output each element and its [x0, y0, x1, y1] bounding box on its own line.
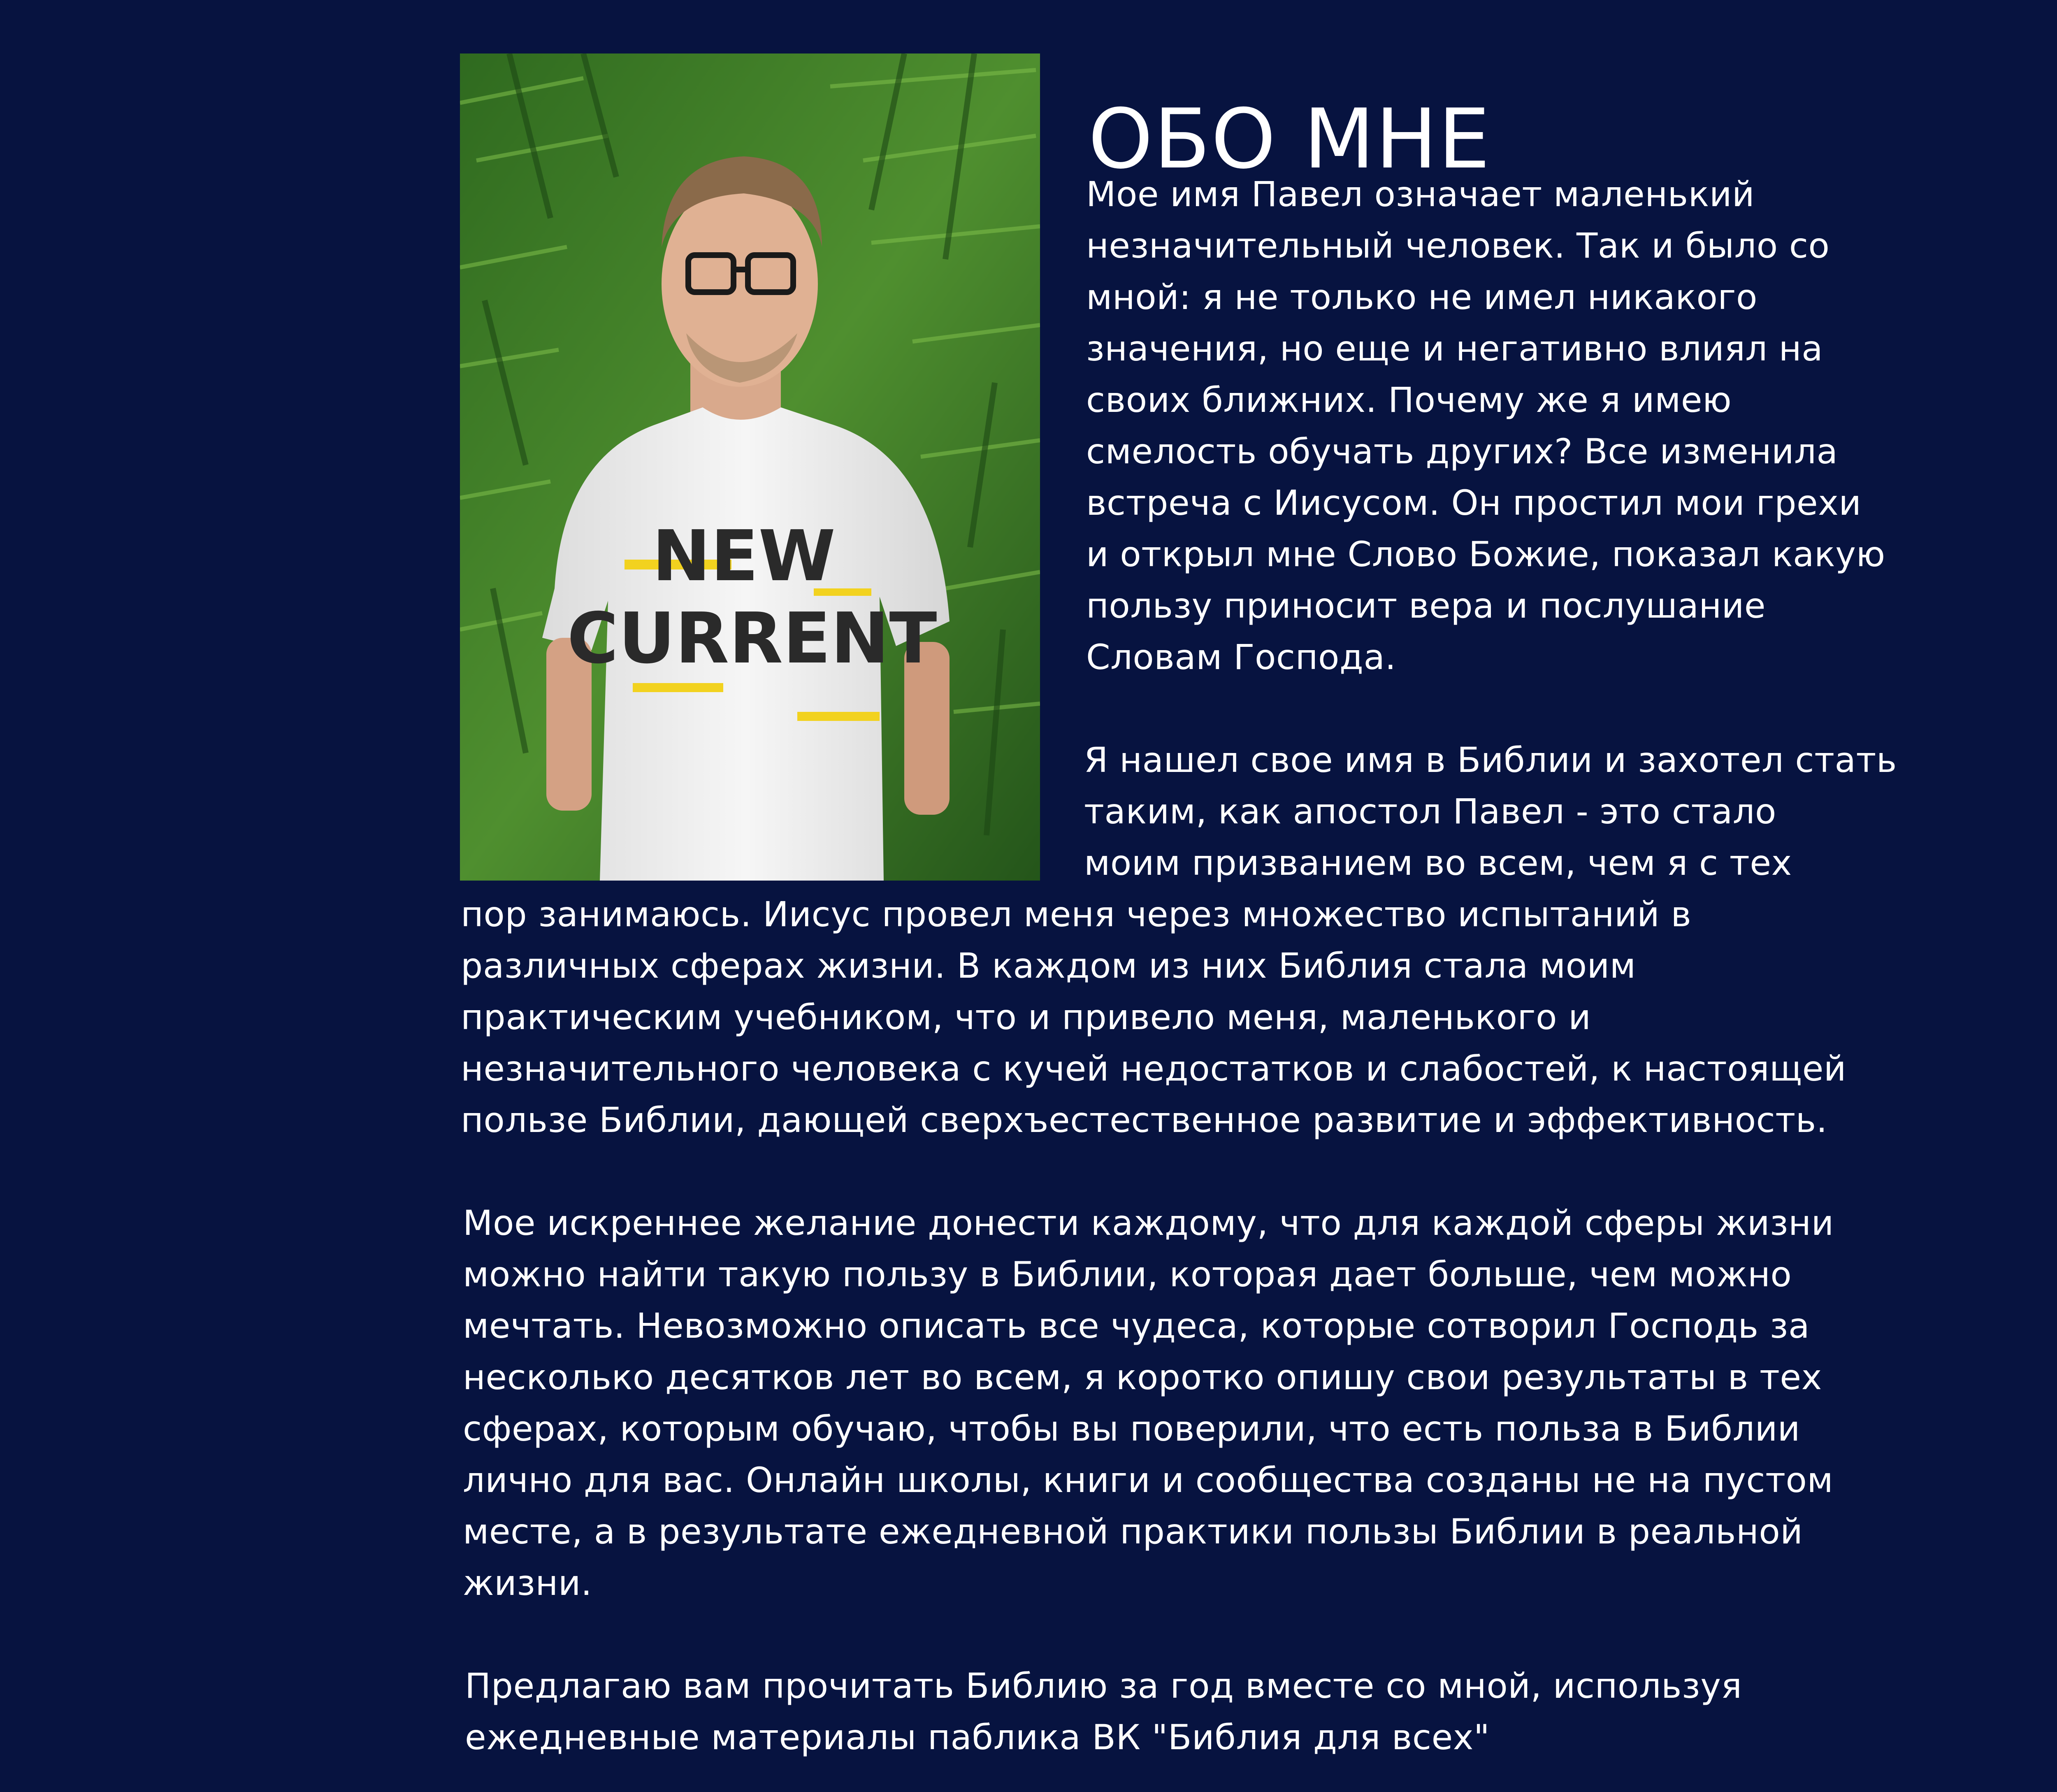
text-line: таким, как апостол Павел - это стало: [1084, 791, 1776, 832]
text-line: мной: я не только не имел никакого: [1086, 277, 1758, 317]
text-line: смелость обучать других? Все изменила: [1086, 431, 1838, 472]
text-line: моим призванием во всем, чем я с тех: [1084, 843, 1792, 883]
shirt-text-new: NEW: [652, 516, 836, 597]
text-line: различных сферах жизни. В каждом из них Библия стала моим: [461, 946, 1636, 986]
text-line: незначительный человек. Так и было со: [1086, 225, 1830, 266]
text-line: пор занимаюсь. Иисус провел меня через множество испытаний в: [461, 894, 1692, 934]
page-title: ОБО МНЕ: [1088, 91, 1491, 187]
text-line: можно найти такую пользу в Библии, которая дает больше, чем можно: [463, 1254, 1792, 1295]
text-line: сферах, которым обучаю, чтобы вы поверили, что есть польза в Библии: [463, 1408, 1800, 1449]
text-line: Мое имя Павел означает маленький: [1086, 174, 1755, 214]
text-line: Словам Господа.: [1086, 637, 1396, 677]
text-line: месте, а в результате ежедневной практики пользы Библии в реальной: [463, 1511, 1803, 1552]
shirt-text-current: CURRENT: [567, 598, 937, 679]
text-line: незначительного человека с кучей недостатков и слабостей, к настоящей: [461, 1048, 1846, 1089]
text-line: несколько десятков лет во всем, я коротко опишу свои результаты в тех: [463, 1357, 1822, 1397]
text-line: встреча с Иисусом. Он простил мои грехи: [1086, 483, 1862, 523]
text-line: ежедневные материалы паблика ВК "Библия для всех": [465, 1717, 1490, 1757]
text-line: пользе Библии, дающей сверхъестественное развитие и эффективность.: [461, 1100, 1827, 1140]
text-line: значения, но еще и негативно влиял на: [1086, 328, 1823, 369]
text-line: пользу приносит вера и послушание: [1086, 586, 1766, 626]
text-line: Я нашел свое имя в Библии и захотел стать: [1084, 740, 1897, 780]
text-line: и открыл мне Слово Божие, показал какую: [1086, 534, 1885, 574]
text-line: Предлагаю вам прочитать Библию за год вместе со мной, используя: [465, 1666, 1742, 1706]
text-line: мечтать. Невозможно описать все чудеса, которые сотворил Господь за: [463, 1306, 1810, 1346]
text-line: жизни.: [463, 1563, 592, 1603]
text-line: практическим учебником, что и привело меня, маленького и: [461, 997, 1591, 1037]
text-line: лично для вас. Онлайн школы, книги и сообщества созданы не на пустом: [463, 1460, 1834, 1500]
text-line: Мое искреннее желание донести каждому, что для каждой сферы жизни: [463, 1203, 1834, 1243]
text-line: своих ближних. Почему же я имею: [1086, 380, 1732, 420]
author-photo: [460, 53, 1040, 881]
